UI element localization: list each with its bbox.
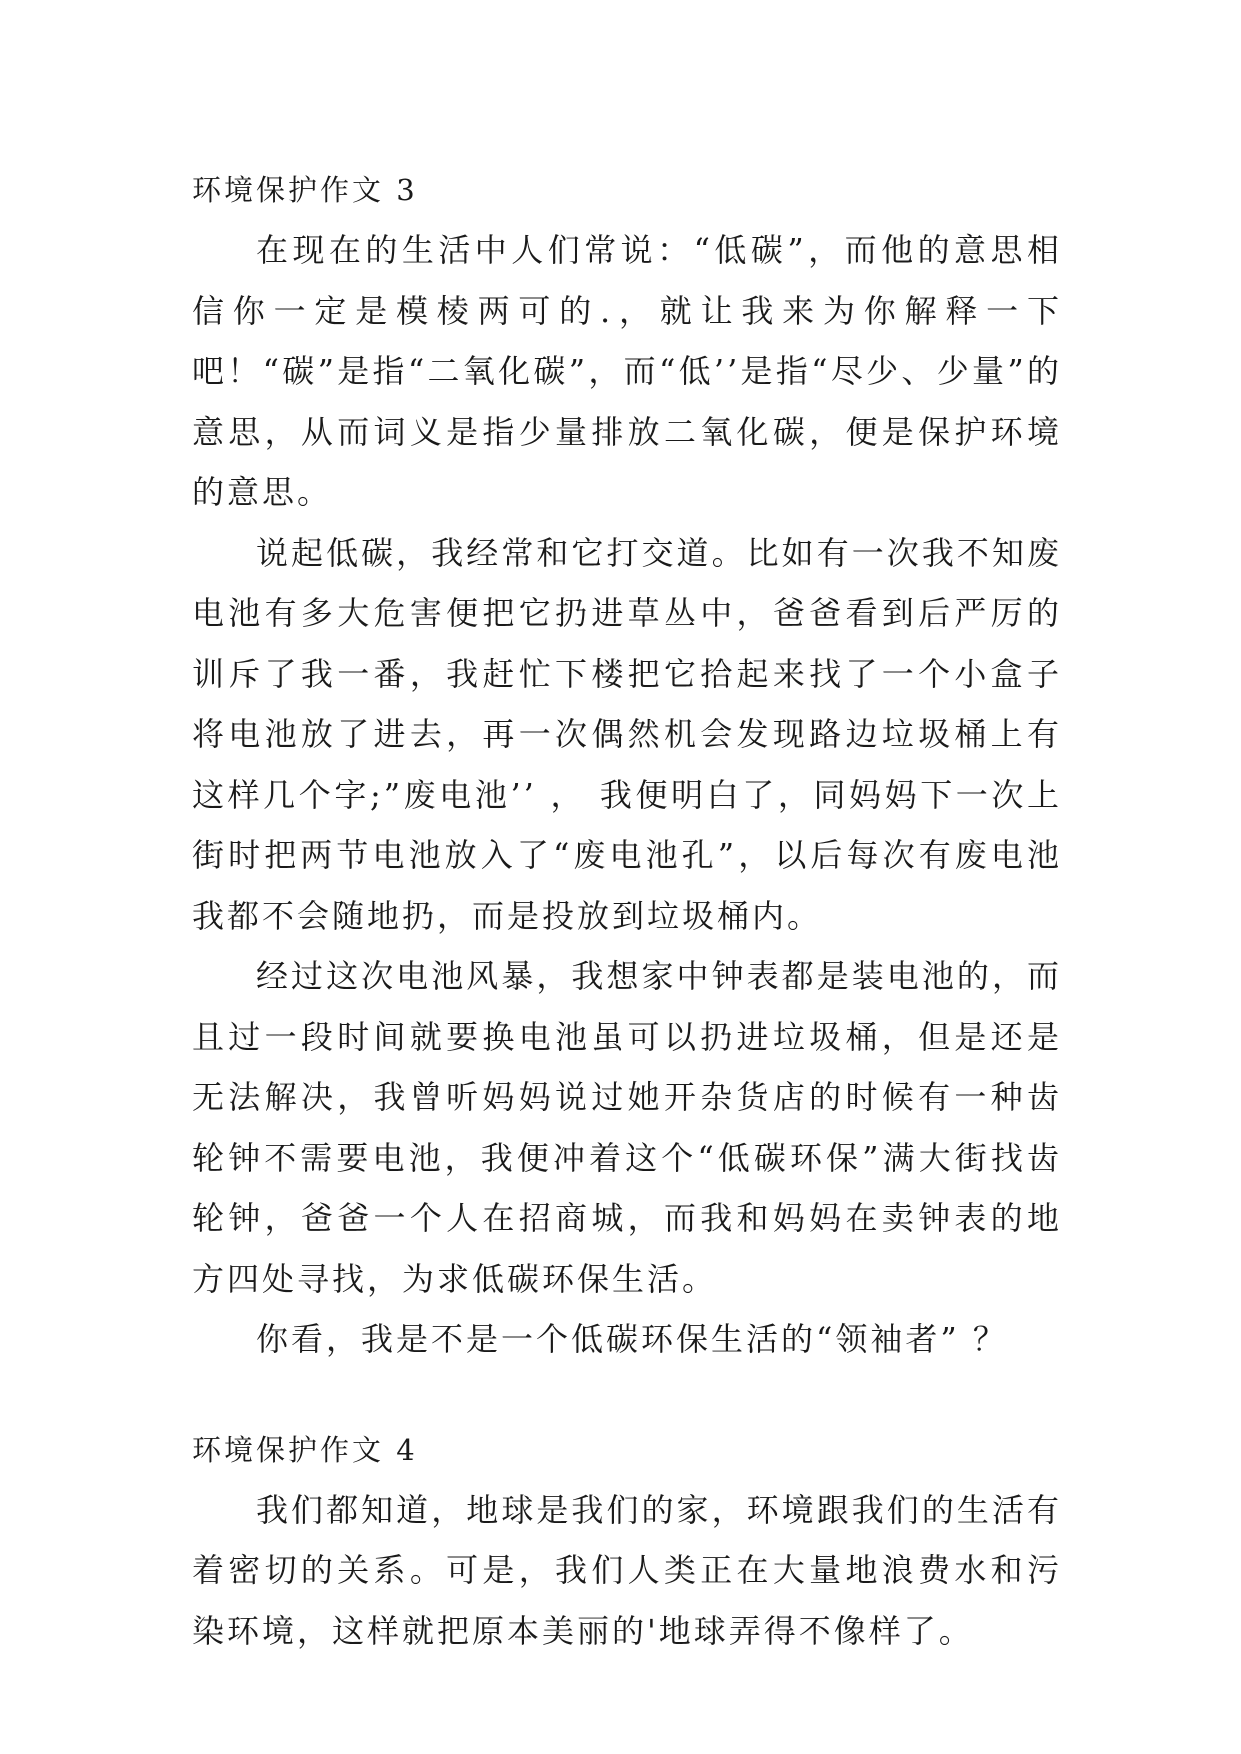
essay-paragraph: 经过这次电池风暴，我想家中钟表都是装电池的，而且过一段时间就要换电池虽可以扔进垃圾桶，但是还是无法解决，我曾听妈妈说过她开杂货店的时候有一种齿轮钟不需要电池，我便冲着这个“低碳环保”满大街找齿轮钟，爸爸一个人在招商城，而我和妈妈在卖钟表的地方四处寻找，为求低碳环保生活。 — [192, 957, 1062, 1298]
essay-title: 环境保护作文 3 — [192, 173, 418, 207]
essay-paragraph: 我们都知道，地球是我们的家，环境跟我们的生活有着密切的关系。可是，我们人类正在大量地浪费水和污染环境，这样就把原本美丽的'地球弄得不像样了。 — [192, 1490, 1062, 1650]
essay-section-3 — [192, 160, 1062, 1370]
essay-title: 环境保护作文 4 — [192, 1432, 418, 1467]
essay-paragraph: 说起低碳，我经常和它打交道。比如有一次我不知废电池有多大危害便把它扔进草丛中，爸爸看到后严厉的训斥了我一番，我赶忙下楼把它拾起来找了一个小盒子将电池放了进去，再一次偶然机会发现路边垃圾桶上有这样几个字;”废电池’’ ， 我便明白了，同妈妈下一次上街时把两节电池放入了“废电池孔”，以后每次有废电池我都不会随地扔，而是投放到垃圾桶内。 — [192, 533, 1062, 935]
essay-section-4 — [192, 1420, 1062, 1662]
document-page — [192, 160, 1062, 1661]
essay-paragraph: 在现在的生活中人们常说：“低碳”，而他的意思相信你一定是模棱两可的.，就让我来为你解释一下吧！“碳”是指“二氧化碳”，而“低’’是指“尽少、少量”的意思，从而词义是指少量排放二氧化碳，便是保护环境的意思。 — [192, 231, 1062, 511]
essay-paragraph: 你看，我是不是一个低碳环保生活的“领袖者” ？ — [256, 1320, 1008, 1358]
